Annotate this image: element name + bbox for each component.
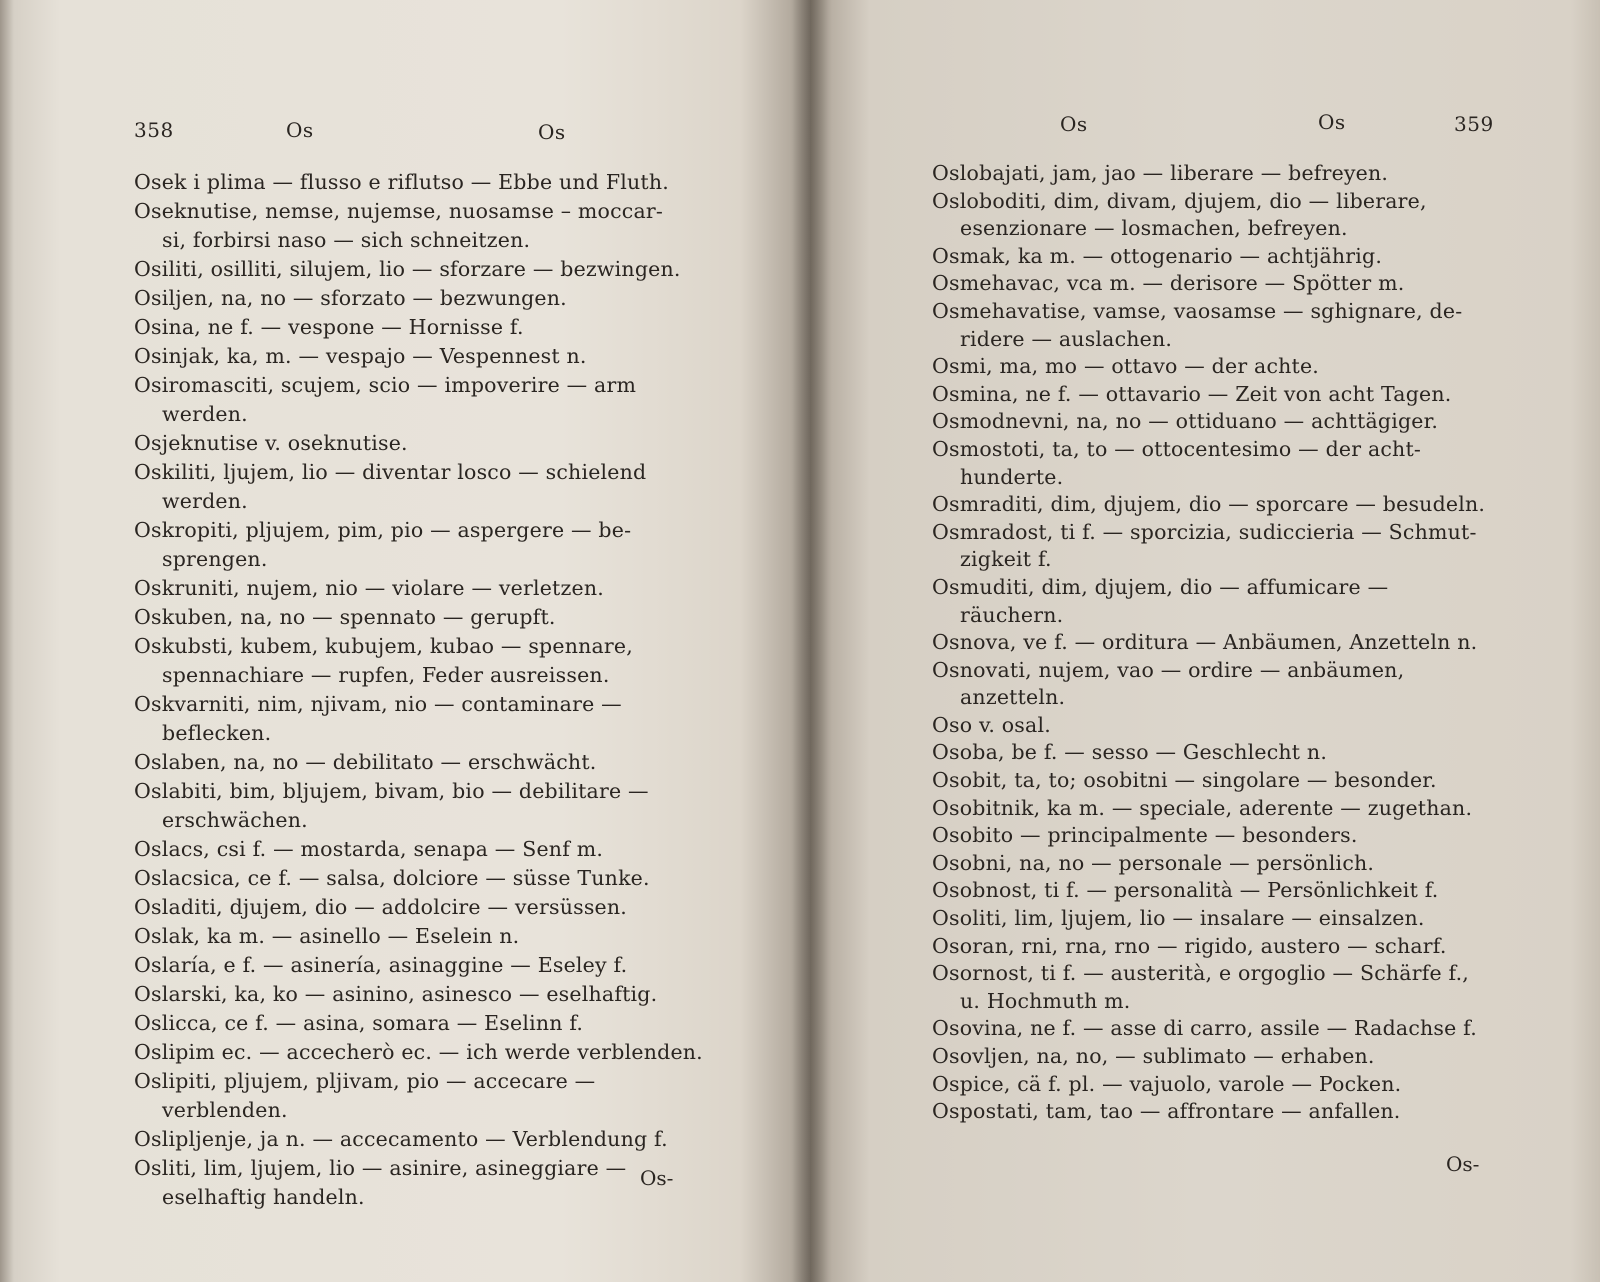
entry-line: Oslacs, csi f. — mostarda, senapa — Senf m. xyxy=(134,837,604,861)
entry-line: Oslaría, e f. — asinería, asinaggine — Eseley f. xyxy=(134,953,628,977)
entry-line: Oslabiti, bim, bljujem, bivam, bio — debilitare — xyxy=(134,779,649,803)
running-header-right: Os xyxy=(538,120,566,144)
entry-line: u. Hochmuth m. xyxy=(960,988,1131,1013)
entry-line: räuchern. xyxy=(960,602,1064,627)
entry-line: Osmehavac, vca m. — derisore — Spötter m. xyxy=(932,271,1405,296)
entry-line: Oso v. osal. xyxy=(932,712,1051,737)
entry-line: verblenden. xyxy=(162,1098,288,1122)
entry-line: Oskvarniti, nim, njivam, nio — contaminare — xyxy=(134,692,622,716)
dictionary-entries xyxy=(932,160,1485,1126)
entry-line: si, forbirsi naso — sich schneitzen. xyxy=(162,228,531,252)
entry-line: Ospice, cä f. pl. — vajuolo, varole — Pocken. xyxy=(932,1071,1402,1096)
entry-line: Osmradost, ti f. — sporcizia, sudiccieria — Schmut- xyxy=(932,519,1477,544)
entry-line: Oskuben, na, no — spennato — gerupft. xyxy=(134,605,556,629)
entry-line: Oslaben, na, no — debilitato — erschwächt. xyxy=(134,750,597,774)
dictionary-entries xyxy=(134,168,703,1212)
entry-line: anzetteln. xyxy=(960,685,1066,710)
entry-line: Oslacsica, ce f. — salsa, dolciore — süsse Tunke. xyxy=(134,866,650,890)
entry-line: Oskropiti, pljujem, pim, pio — aspergere — be- xyxy=(134,518,632,542)
entry-line: Osina, ne f. — vespone — Hornisse f. xyxy=(134,315,524,339)
entry-line: Oslarski, ka, ko — asinino, asinesco — eselhaftig. xyxy=(134,982,658,1006)
entry-line: Osiromasciti, scujem, scio — impoverire — arm xyxy=(134,373,637,397)
running-header-left: Os xyxy=(286,118,314,142)
entry-line: Osovina, ne f. — asse di carro, assile — Radachse f. xyxy=(932,1016,1477,1041)
entry-line: Osoran, rni, rna, rno — rigido, austero — scharf. xyxy=(932,933,1447,958)
entry-line: Osmodnevni, na, no — ottiduano — achttägiger. xyxy=(932,409,1439,434)
running-header-left: Os xyxy=(1060,112,1088,136)
entry-line: Ospostati, tam, tao — affrontare — anfallen. xyxy=(932,1099,1401,1124)
entry-line: eselhaftig handeln. xyxy=(162,1185,365,1209)
entry-line: Osobit, ta, to; osobitni — singolare — besonder. xyxy=(932,768,1437,793)
entry-line: Oslak, ka m. — asinello — Eselein n. xyxy=(134,924,520,948)
entry-line: Osek i plima — flusso e riflutso — Ebbe und Fluth. xyxy=(134,170,669,194)
entry-line: sprengen. xyxy=(162,547,268,571)
entry-line: esenzionare — losmachen, befreyen. xyxy=(960,216,1348,241)
entry-line: Osiljen, na, no — sforzato — bezwungen. xyxy=(134,286,567,310)
entry-line: Osmostoti, ta, to — ottocentesimo — der acht- xyxy=(932,436,1422,461)
entry-line: Oslobajati, jam, jao — liberare — befreyen. xyxy=(932,161,1389,185)
entry-line: Osmi, ma, mo — ottavo — der achte. xyxy=(932,354,1320,379)
entry-line: Oslipiti, pljujem, pljivam, pio — accecare — xyxy=(134,1069,596,1093)
entry-line: ridere — auslachen. xyxy=(960,326,1173,351)
entry-line: hunderte. xyxy=(960,464,1064,489)
entry-line: Osovljen, na, no, — sublimato — erhaben. xyxy=(932,1044,1375,1068)
entry-line: Osobni, na, no — personale — persönlich. xyxy=(932,850,1375,875)
catchword: Os- xyxy=(640,1166,674,1190)
entry-line: Osmraditi, dim, djujem, dio — sporcare — besudeln. xyxy=(932,492,1486,517)
entry-line: Osloboditi, dim, divam, djujem, dio — liberare, xyxy=(932,188,1427,213)
entry-line: werden. xyxy=(162,489,248,513)
page-number: 358 xyxy=(134,118,174,142)
entry-line: Oskruniti, nujem, nio — violare — verletzen. xyxy=(134,576,604,600)
page-number: 359 xyxy=(1454,112,1494,136)
entry-line: beflecken. xyxy=(162,721,272,745)
entry-line: Oslipim ec. — accecherò ec. — ich werde verblenden. xyxy=(134,1040,703,1064)
entry-line: Oseknutise, nemse, nujemse, nuosamse – moccar- xyxy=(134,199,663,223)
entry-line: Osladiti, djujem, dio — addolcire — versüssen. xyxy=(134,895,628,919)
entry-line: Oslicca, ce f. — asina, somara — Eselinn f. xyxy=(134,1011,584,1035)
entry-line: Osmina, ne f. — ottavario — Zeit von acht Tagen. xyxy=(932,381,1452,406)
entry-line: Osobnost, ti f. — personalità — Persönlichkeit f. xyxy=(932,878,1439,903)
entry-line: spennachiare — rupfen, Feder ausreissen. xyxy=(162,663,610,687)
entry-line: Osiliti, osilliti, silujem, lio — sforzare — bezwingen. xyxy=(134,257,681,281)
entry-line: Osnovati, nujem, vao — ordire — anbäumen, xyxy=(932,657,1405,682)
entry-line: Oskiliti, ljujem, lio — diventar losco — schielend xyxy=(134,460,647,484)
entry-line: Osmak, ka m. — ottogenario — achtjährig. xyxy=(932,243,1383,268)
entry-line: Osliti, lim, ljujem, lio — asinire, asineggiare — xyxy=(134,1156,627,1180)
entry-line: Osmehavatise, vamse, vaosamse — sghignare, de- xyxy=(932,298,1463,323)
entry-line: werden. xyxy=(162,402,248,426)
entry-line: Oslipljenje, ja n. — accecamento — Verblendung f. xyxy=(134,1127,668,1151)
entry-line: erschwächen. xyxy=(162,808,308,832)
entry-line: Oskubsti, kubem, kubujem, kubao — spennare, xyxy=(134,634,633,658)
entry-line: Osinjak, ka, m. — vespajo — Vespennest n. xyxy=(134,344,587,368)
entry-line: Osobitnik, ka m. — speciale, aderente — zugethan. xyxy=(932,795,1473,820)
entry-line: Osjeknutise v. oseknutise. xyxy=(134,431,408,455)
entry-line: Osobito — principalmente — besonders. xyxy=(932,823,1358,848)
entry-line: Osoba, be f. — sesso — Geschlecht n. xyxy=(932,740,1328,765)
entry-line: zigkeit f. xyxy=(960,547,1052,572)
right-page xyxy=(810,0,1600,1282)
running-header-right: Os xyxy=(1318,110,1346,134)
entry-line: Osoliti, lim, ljujem, lio — insalare — einsalzen. xyxy=(932,906,1425,931)
entry-line: Osmuditi, dim, djujem, dio — affumicare — xyxy=(932,574,1389,599)
catchword: Os- xyxy=(1446,1152,1480,1176)
entry-line: Osornost, ti f. — austerità, e orgoglio — Schärfe f., xyxy=(932,961,1470,986)
entry-line: Osnova, ve f. — orditura — Anbäumen, Anzetteln n. xyxy=(932,630,1478,655)
